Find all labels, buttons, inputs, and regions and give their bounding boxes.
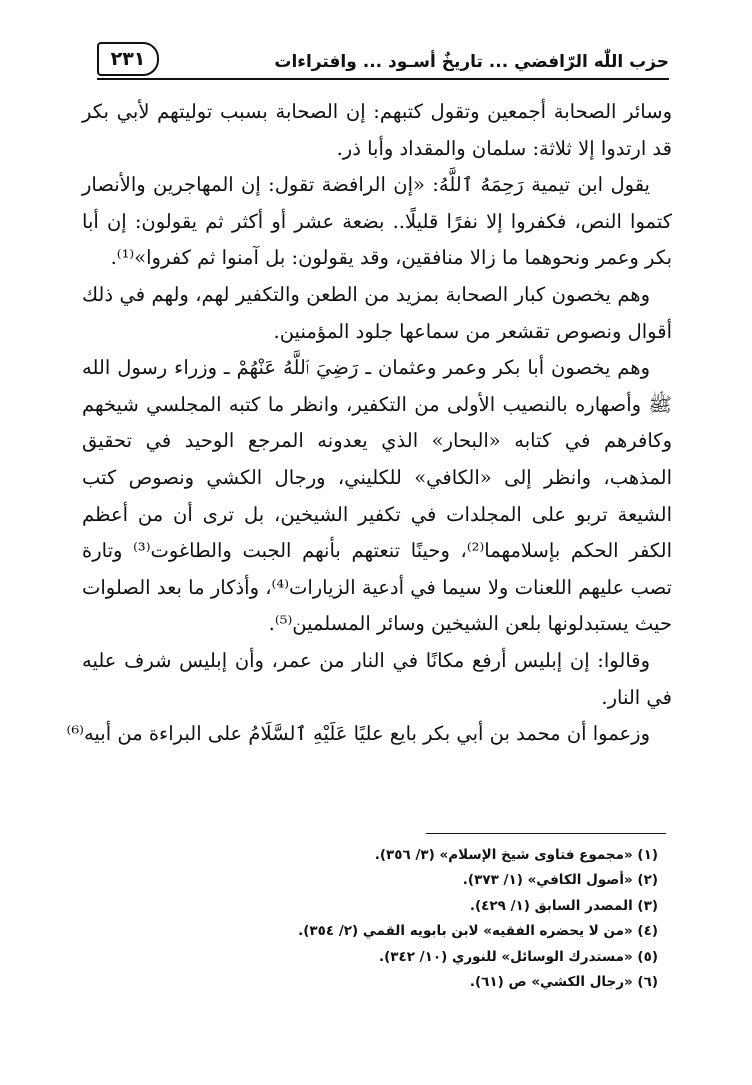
footnote-1: (١) «مجموع فتاوى شيخ الإسلام» (٣/ ٣٥٦). [374,847,658,863]
footnote-4: (٤) «من لا يحضره الفقيه» لابن بابويه القمي (٢/ ٣٥٤). [298,923,658,940]
footnote-3: (٣) المصدر السابق (١/ ٤٢٩). [469,897,658,914]
running-title: حزب اللّٰه الرّافضي ... تاريخٌ أسـود ... وافتراءات [274,52,669,72]
paragraph-6: وزعموا أن محمد بن أبي بكر بايع عليًا عَلَيْهِ ٱلسَّلَامُ على البراءة من أبيه⁽⁶⁾ [66,722,650,746]
body-text [66,94,672,753]
header-rule [97,78,669,80]
paragraph-4: وهم يخصون أبا بكر وعمر وعثمان ـ رَضِيَ ٱللَّهُ عَنْهُمْ ـ وزراء رسول الله ﷺ وأصهاره بالنصيب الأولى من التكفير، وانظر ما كتبه المجلسي شيخهم وكافرهم في كتابه «البحار» الذي يعدونه المرجع الوحيد في تحقيق المذهب، وانظر إلى «الكافي» للكليني، ورجال الكشي ونصوص كتب الشيعة تربو على المجلدات في تكفير الشيخين، بل ترى أن من أعظم الكفر الحكم بإسلامهما⁽²⁾، وحينًا تنعتهم بأنهم الجبت والطاغوت⁽³⁾ وتارة تصب عليهم اللعنات ولا سيما في أدعية الزيارات⁽⁴⁾، وأذكار ما بعد الصلوات حيث يستبدلونها بلعن الشيخين وسائر المسلمين⁽⁵⁾. [82,356,672,636]
page-header [97,42,669,80]
paragraph-1: وسائر الصحابة أجمعين وتقول كتبهم: إن الصحابة بسبب توليتهم لأبي بكر قد ارتدوا إلا ثلاثة: سلمان والمقداد وأبا ذر. [82,100,672,160]
footnote-2: (٢) «أصول الكافي» (١/ ٣٧٣). [462,872,658,889]
paragraph-5: وقالوا: إن إبليس أرفع مكانًا في النار من عمر، وأن إبليس شرف عليه في النار. [82,648,672,709]
footnote-6: (٦) «رجال الكشي» ص (٦١). [469,974,658,991]
page-number: ٢٣١ [97,42,159,76]
paragraph-3: وهم يخصون كبار الصحابة بمزيد من الطعن والتكفير لهم، ولهم في ذلك أقوال ونصوص تقشعر من سماعها جلود المؤمنين. [82,282,672,343]
footnote-5: (٥) «مستدرك الوسائل» للنوري (١٠/ ٣٤٢). [378,948,658,965]
footnotes [160,843,658,995]
paragraph-2: يقول ابن تيمية رَحِمَهُ ٱللَّهُ: «إن الرافضة تقول: إن المهاجرين والأنصار كتموا النص، فكفروا إلا نفرًا قليلًا.. بضعة عشر أو أكثر ثم يقولون: إن أبا بكر وعمر ونحوهما ما زالا منافقين، وقد يقولون: بل آمنوا ثم كفروا»⁽¹⁾. [82,173,672,270]
footnote-rule [426,833,666,834]
